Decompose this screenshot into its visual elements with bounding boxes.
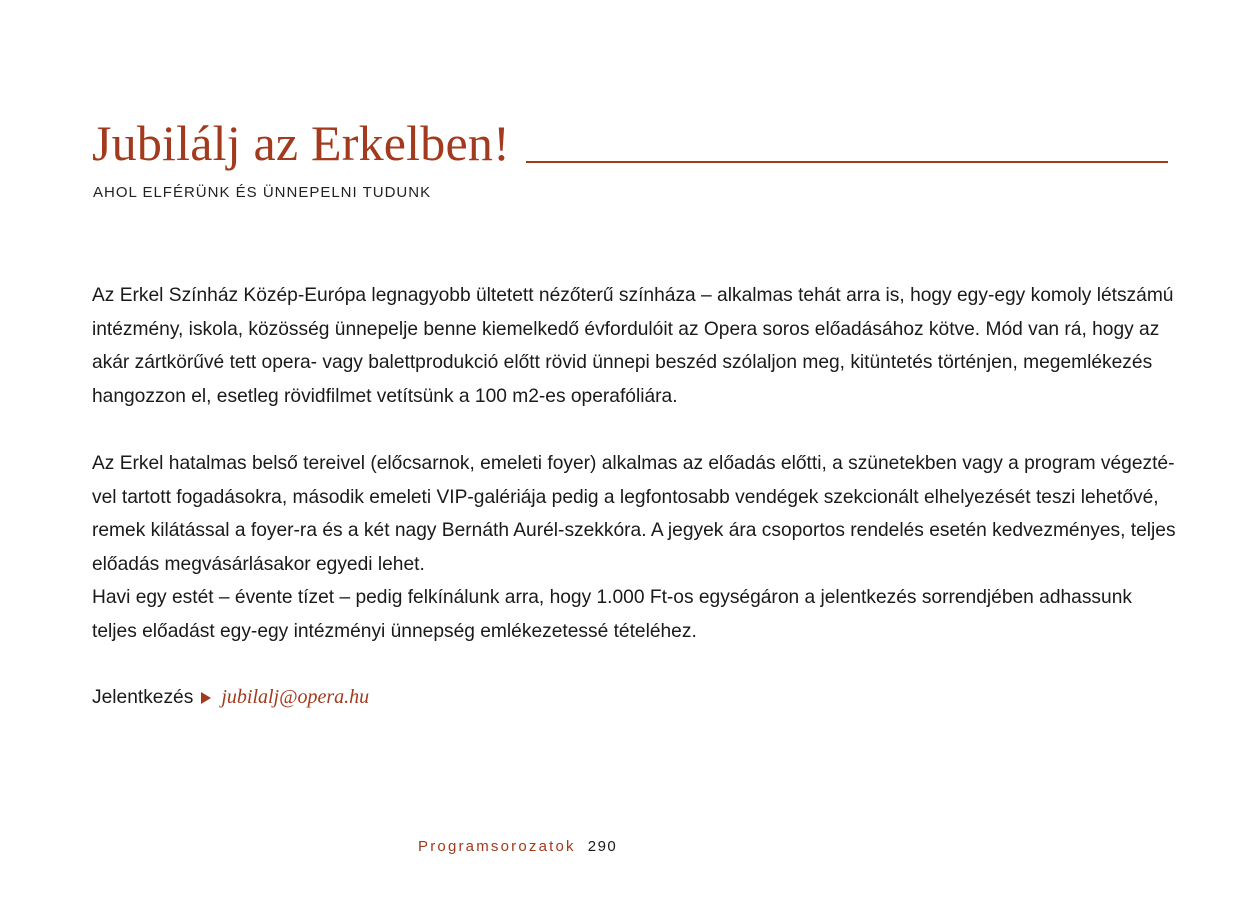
page-title: Jubilálj az Erkelben!	[92, 115, 510, 171]
title-row	[92, 115, 1168, 171]
email-link[interactable]: jubilalj@opera.hu	[221, 686, 370, 708]
page-number: 290	[587, 838, 618, 855]
paragraph-intro: Az Erkel Színház Közép-Európa legnagyobb ültetett nézőterű színháza – alkalmas tehát arra is, hogy egy-egy komoly létszámú intézmény, iskola, közösség ünnepelje benne kiemelkedő évfordulóit az Opera soros előadásához kötve. Mód van rá, hogy az akár zártkörűvé tett opera- vagy balettprodukció előtt rövid ünnepi beszéd szólaljon meg, kitüntetés történjen, megemlékezés hangozzon el, esetleg rövidfilmet vetítsünk a 100 m2-es operafóliára.	[92, 285, 1174, 407]
paragraph-venues: Az Erkel hatalmas belső tereivel (előcsarnok, emeleti foyer) alkalmas az előadás előtti, a szünetekben vagy a program végeztével tartott fogadásokra, második emeleti VIP-galériája pedig a legfontosabb vendégek szekcionált elhelyezését teszi lehetővé, remek kilátással a foyer-ra és a két nagy Bernáth Aurél-szekkóra. A jegyek ára csoportos rendelés esetén kedvezményes, teljes előadás megvásárlásakor egyedi lehet.	[92, 452, 1176, 575]
paragraph-monthly-offer: Havi egy estét – évente tízet – pedig felkínálunk arra, hogy 1.000 Ft-os egységáron a jelentkezés sorrendjében adhassunk teljes előadást egy-egy intézményi ünnepség emlékezetessé tételéhez.	[92, 587, 1132, 642]
page-subtitle: AHOL ELFÉRÜNK ÉS ÜNNEPELNI TUDUNK	[93, 184, 432, 201]
contact-line	[92, 681, 369, 715]
arrow-right-icon	[201, 692, 211, 704]
page-footer	[418, 838, 617, 855]
footer-section-name: Programsorozatok	[418, 838, 576, 855]
paragraph-spacer	[92, 413, 1177, 447]
contact-label: Jelentkezés	[92, 687, 194, 708]
title-rule	[526, 161, 1168, 163]
body-text	[92, 279, 1177, 649]
